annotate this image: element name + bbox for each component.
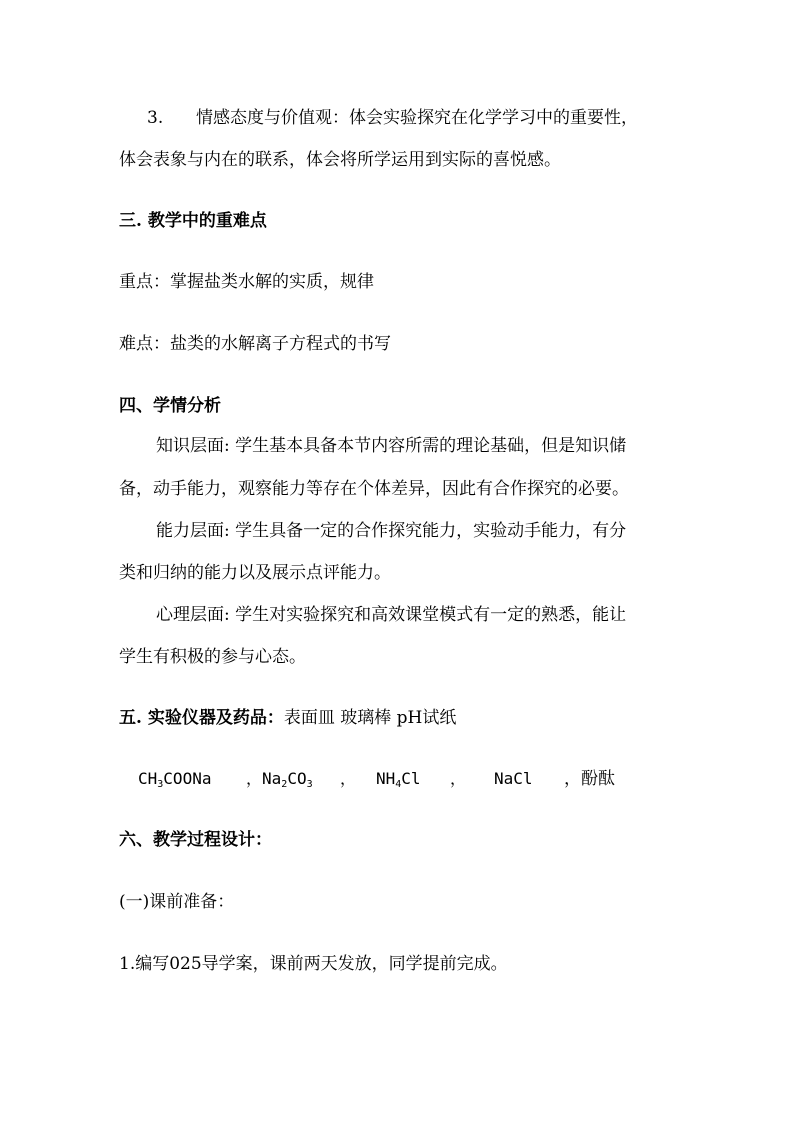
reagent-sodium-chloride: NaCl xyxy=(494,769,533,788)
knowledge-line-1: 知识层面: 学生基本具备本节内容所需的理论基础，但是知识储 xyxy=(156,436,627,456)
emotion-goal-line-2: 体会表象与内在的联系，体会将所学运用到实际的喜悦感。 xyxy=(119,150,561,170)
pre-class-heading: (一)课前准备： xyxy=(119,892,235,912)
difficult-point: 难点：盐类的水解离子方程式的书写 xyxy=(119,334,391,354)
reagent-phenolphthalein: ，酚酞 xyxy=(564,769,615,789)
ability-line-2: 类和归纳的能力以及展示点评能力。 xyxy=(119,563,391,583)
section-four-heading: 四、学情分析 xyxy=(119,396,221,416)
psych-line-2: 学生有积极的参与心态。 xyxy=(119,647,306,667)
apparatus-list: 表面皿 玻璃棒 pH试纸 xyxy=(283,708,457,728)
emotion-goal-line-1 xyxy=(0,106,794,130)
section-five-line xyxy=(119,706,699,730)
separator-2: ， xyxy=(340,769,357,788)
reagent-sodium-acetate: $CH_3COONa$ xyxy=(138,769,212,790)
section-five-heading: 五. 实验仪器及药品： xyxy=(119,708,284,728)
knowledge-line-2: 备，动手能力，观察能力等存在个体差异，因此有合作探究的必要。 xyxy=(119,479,629,499)
reagent-ammonium-chloride: $NH_4Cl$ xyxy=(376,769,421,790)
ability-line-1: 能力层面: 学生具备一定的合作探究能力，实验动手能力，有分 xyxy=(156,521,627,541)
psych-line-1: 心理层面: 学生对实验探究和高效课堂模式有一定的熟悉，能让 xyxy=(156,605,627,625)
reagent-line xyxy=(0,767,794,791)
separator-3: ， xyxy=(450,769,467,788)
emotion-goal-number: 3. xyxy=(147,108,164,128)
reagent-sodium-carbonate: ，$Na_2CO_3$ xyxy=(246,769,313,790)
section-six-heading: 六、教学过程设计： xyxy=(119,830,272,850)
key-point: 重点：掌握盐类水解的实质，规律 xyxy=(119,272,374,292)
section-three-heading: 三. 教学中的重难点 xyxy=(119,211,267,231)
pre-class-item-1: 1.编写025导学案，课前两天发放，同学提前完成。 xyxy=(119,954,508,974)
emotion-goal-text-1: 情感态度与价值观：体会实验探究在化学学习中的重要性， xyxy=(196,108,638,128)
